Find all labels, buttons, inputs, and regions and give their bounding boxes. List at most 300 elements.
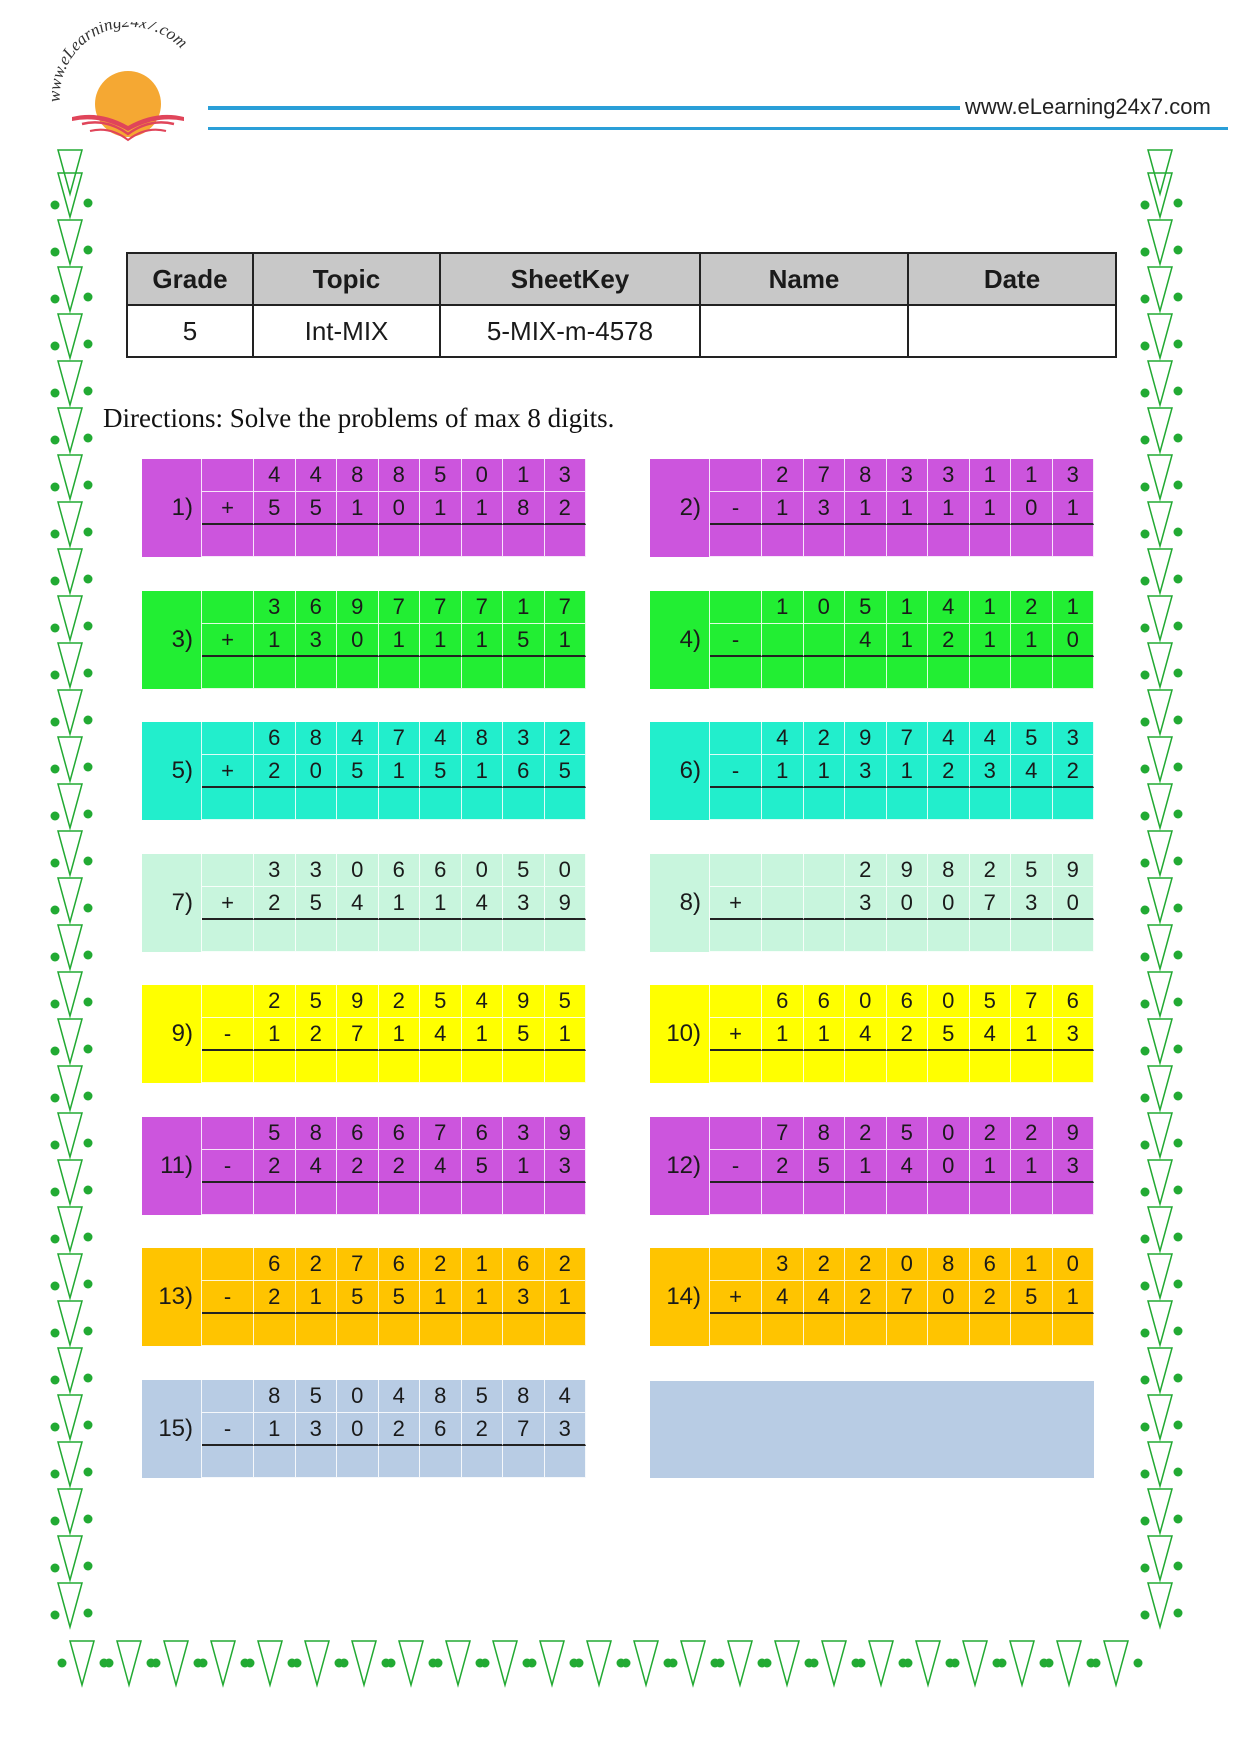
- answer-cell[interactable]: [710, 920, 762, 952]
- border-dot: [810, 1659, 819, 1668]
- answer-cell[interactable]: [762, 525, 804, 557]
- border-triangle: [117, 1641, 141, 1685]
- top-digit: 6: [296, 591, 338, 624]
- answer-cell[interactable]: [420, 1051, 462, 1083]
- top-digit: 2: [970, 1117, 1012, 1150]
- answer-cell[interactable]: [503, 788, 545, 820]
- top-digit: 1: [970, 591, 1012, 624]
- answer-cell[interactable]: [545, 788, 587, 820]
- bottom-digit: 2: [337, 1150, 379, 1183]
- answer-cell[interactable]: [845, 920, 887, 952]
- answer-cell[interactable]: [970, 657, 1012, 689]
- answer-cell[interactable]: [254, 1446, 296, 1478]
- border-triangle: [58, 314, 82, 358]
- border-dot: [1141, 718, 1150, 727]
- border-dot: [1174, 1374, 1183, 1383]
- border-dot: [84, 1562, 93, 1571]
- border-dot: [382, 1659, 391, 1668]
- answer-cell[interactable]: [970, 1183, 1012, 1215]
- border-triangle: [258, 1641, 282, 1685]
- border-dot: [84, 340, 93, 349]
- blank-cell: [202, 591, 254, 624]
- answer-cell[interactable]: [845, 525, 887, 557]
- answer-cell[interactable]: [254, 657, 296, 689]
- answer-cell[interactable]: [254, 1183, 296, 1215]
- border-dot: [84, 1045, 93, 1054]
- top-digit: 5: [1011, 854, 1053, 887]
- answer-cell[interactable]: [337, 788, 379, 820]
- bottom-digit: 1: [296, 1281, 338, 1314]
- answer-cell[interactable]: [710, 525, 762, 557]
- problem-block: [142, 722, 586, 820]
- border-triangle: [728, 1641, 752, 1685]
- border-triangle: [1148, 1113, 1172, 1157]
- top-digit: 6: [804, 985, 846, 1018]
- top-digit: 1: [762, 591, 804, 624]
- blank-cell: [710, 1117, 762, 1150]
- border-triangle: [58, 502, 82, 546]
- answer-cell[interactable]: [804, 920, 846, 952]
- border-dot: [84, 998, 93, 1007]
- border-dot: [84, 1092, 93, 1101]
- answer-cell[interactable]: [970, 1051, 1012, 1083]
- top-digit: 3: [762, 1248, 804, 1281]
- border-dot: [84, 1421, 93, 1430]
- answer-cell[interactable]: [202, 657, 254, 689]
- bottom-digit: 1: [545, 1281, 587, 1314]
- answer-cell[interactable]: [928, 1314, 970, 1346]
- top-digit: 1: [503, 459, 545, 492]
- border-triangle: [58, 1395, 82, 1439]
- answer-cell[interactable]: [296, 1051, 338, 1083]
- border-dot: [84, 716, 93, 725]
- answer-cell[interactable]: [379, 1183, 421, 1215]
- answer-cell[interactable]: [337, 920, 379, 952]
- answer-cell[interactable]: [337, 1183, 379, 1215]
- answer-cell[interactable]: [337, 1446, 379, 1478]
- answer-cell[interactable]: [462, 657, 504, 689]
- bottom-digit: 9: [545, 887, 587, 920]
- answer-cell[interactable]: [928, 657, 970, 689]
- border-dot: [1141, 295, 1150, 304]
- bottom-digit: 1: [1053, 1281, 1095, 1314]
- answer-cell[interactable]: [970, 525, 1012, 557]
- border-dot: [1141, 1517, 1150, 1526]
- answer-cell[interactable]: [254, 1051, 296, 1083]
- answer-cell[interactable]: [970, 1314, 1012, 1346]
- answer-cell[interactable]: [804, 1314, 846, 1346]
- answer-cell[interactable]: [202, 788, 254, 820]
- border-dot: [84, 763, 93, 772]
- name-field[interactable]: [700, 305, 908, 357]
- answer-cell[interactable]: [545, 1051, 587, 1083]
- answer-cell[interactable]: [845, 1183, 887, 1215]
- answer-cell[interactable]: [928, 1051, 970, 1083]
- answer-cell[interactable]: [887, 788, 929, 820]
- border-dot: [1141, 812, 1150, 821]
- problem-number: 6): [650, 722, 710, 820]
- bottom-digit: 2: [296, 1018, 338, 1051]
- border-triangle: [1148, 1066, 1172, 1110]
- top-digit: 7: [545, 591, 587, 624]
- answer-cell[interactable]: [379, 525, 421, 557]
- border-dot: [51, 577, 60, 586]
- border-triangle: [1148, 408, 1172, 452]
- answer-cell[interactable]: [887, 1183, 929, 1215]
- border-dot: [434, 1659, 443, 1668]
- border-dot: [51, 906, 60, 915]
- answer-cell[interactable]: [420, 1314, 462, 1346]
- answer-cell[interactable]: [420, 920, 462, 952]
- border-triangle: [1148, 502, 1172, 546]
- bottom-digit: 4: [1011, 755, 1053, 788]
- border-dot: [51, 671, 60, 680]
- border-dot: [51, 812, 60, 821]
- answer-cell[interactable]: [462, 1446, 504, 1478]
- border-dot: [51, 389, 60, 398]
- answer-cell[interactable]: [1011, 1314, 1053, 1346]
- top-digit: 9: [503, 985, 545, 1018]
- blank-cell: [202, 985, 254, 1018]
- answer-cell[interactable]: [462, 1051, 504, 1083]
- bottom-digit: 5: [503, 624, 545, 657]
- answer-cell[interactable]: [928, 788, 970, 820]
- answer-cell[interactable]: [710, 1051, 762, 1083]
- operator-sign: +: [710, 1018, 762, 1051]
- border-triangle: [1148, 314, 1172, 358]
- top-digit: 4: [379, 1380, 421, 1413]
- border-triangle: [1148, 150, 1172, 194]
- border-triangle: [58, 1254, 82, 1298]
- answer-cell[interactable]: [254, 525, 296, 557]
- answer-cell[interactable]: [845, 788, 887, 820]
- border-dot: [51, 1517, 60, 1526]
- answer-cell[interactable]: [1053, 1051, 1095, 1083]
- top-digit: 5: [462, 1380, 504, 1413]
- answer-cell[interactable]: [1053, 1314, 1095, 1346]
- logo-text: www.eLearning x7.com: [44, 22, 192, 103]
- border-dot: [1141, 1611, 1150, 1620]
- border-triangle: [1148, 1207, 1172, 1251]
- top-digit: 0: [462, 854, 504, 887]
- answer-cell[interactable]: [545, 1446, 587, 1478]
- top-digit: 7: [462, 591, 504, 624]
- border-dot: [1141, 577, 1150, 586]
- answer-cell[interactable]: [503, 920, 545, 952]
- top-digit: 7: [379, 722, 421, 755]
- answer-cell[interactable]: [1011, 1183, 1053, 1215]
- answer-cell[interactable]: [804, 1183, 846, 1215]
- answer-cell[interactable]: [710, 1183, 762, 1215]
- answer-cell[interactable]: [379, 657, 421, 689]
- bottom-digit: 1: [462, 1018, 504, 1051]
- answer-cell[interactable]: [804, 657, 846, 689]
- answer-cell[interactable]: [337, 525, 379, 557]
- border-dot: [1174, 434, 1183, 443]
- answer-cell[interactable]: [710, 657, 762, 689]
- top-digit: 2: [970, 854, 1012, 887]
- bottom-digit: 5: [804, 1150, 846, 1183]
- answer-cell[interactable]: [379, 1051, 421, 1083]
- answer-cell[interactable]: [202, 1314, 254, 1346]
- answer-cell[interactable]: [420, 788, 462, 820]
- border-dot: [84, 1186, 93, 1195]
- top-digit: 5: [420, 985, 462, 1018]
- answer-cell[interactable]: [379, 1446, 421, 1478]
- answer-cell[interactable]: [928, 525, 970, 557]
- answer-cell[interactable]: [970, 788, 1012, 820]
- border-triangle: [916, 1641, 940, 1685]
- answer-cell[interactable]: [710, 788, 762, 820]
- answer-cell[interactable]: [1011, 525, 1053, 557]
- border-triangle: [305, 1641, 329, 1685]
- answer-cell[interactable]: [503, 1183, 545, 1215]
- answer-cell[interactable]: [379, 788, 421, 820]
- answer-cell[interactable]: [545, 525, 587, 557]
- bottom-digit: 3: [1053, 1018, 1095, 1051]
- border-dot: [1141, 671, 1150, 680]
- border-dot: [1092, 1659, 1101, 1668]
- answer-cell[interactable]: [296, 657, 338, 689]
- answer-cell[interactable]: [845, 1314, 887, 1346]
- operator-sign: +: [710, 1281, 762, 1314]
- answer-cell[interactable]: [296, 920, 338, 952]
- empty-problem-slot: [650, 1381, 1094, 1478]
- bottom-digit: 1: [379, 1018, 421, 1051]
- border-triangle: [58, 784, 82, 828]
- border-triangle: [399, 1641, 423, 1685]
- border-dot: [1174, 622, 1183, 631]
- answer-cell[interactable]: [503, 1314, 545, 1346]
- bottom-digit: 7: [970, 887, 1012, 920]
- answer-cell[interactable]: [762, 1183, 804, 1215]
- bottom-digit: 1: [928, 492, 970, 525]
- border-dot: [1174, 763, 1183, 772]
- answer-cell[interactable]: [296, 1183, 338, 1215]
- answer-cell[interactable]: [462, 920, 504, 952]
- problem-block: [650, 459, 1094, 557]
- border-dot: [241, 1659, 250, 1668]
- problem-block: [650, 854, 1094, 952]
- operator-sign: -: [710, 1150, 762, 1183]
- answer-cell[interactable]: [337, 1051, 379, 1083]
- answer-cell[interactable]: [762, 657, 804, 689]
- answer-cell[interactable]: [202, 920, 254, 952]
- bottom-digit: 1: [970, 492, 1012, 525]
- problem-block: [142, 985, 586, 1083]
- answer-cell[interactable]: [462, 525, 504, 557]
- bottom-digit: 0: [379, 492, 421, 525]
- top-digit: 4: [337, 722, 379, 755]
- answer-cell[interactable]: [503, 1051, 545, 1083]
- problem-number: 3): [142, 591, 202, 689]
- top-digit: 6: [420, 854, 462, 887]
- bottom-digit: 7: [337, 1018, 379, 1051]
- problem-block: [142, 591, 586, 689]
- bottom-digit: 1: [1011, 624, 1053, 657]
- answer-cell[interactable]: [1053, 788, 1095, 820]
- border-dot: [946, 1659, 955, 1668]
- bottom-digit: 1: [1011, 1150, 1053, 1183]
- answer-cell[interactable]: [1053, 657, 1095, 689]
- answer-cell[interactable]: [202, 1183, 254, 1215]
- top-digit: 2: [845, 1117, 887, 1150]
- top-digit: 5: [545, 985, 587, 1018]
- top-digit: 4: [420, 722, 462, 755]
- blank-cell: [202, 722, 254, 755]
- answer-cell[interactable]: [420, 1183, 462, 1215]
- answer-cell[interactable]: [296, 1314, 338, 1346]
- top-digit: 3: [887, 459, 929, 492]
- date-field[interactable]: [908, 305, 1116, 357]
- border-dot: [1174, 387, 1183, 396]
- problem-block: [650, 722, 1094, 820]
- bottom-digit: [762, 887, 804, 920]
- answer-cell[interactable]: [1011, 1051, 1053, 1083]
- border-triangle: [58, 220, 82, 264]
- answer-cell[interactable]: [254, 1314, 296, 1346]
- top-digit: 5: [296, 1380, 338, 1413]
- answer-cell[interactable]: [379, 1314, 421, 1346]
- border-dot: [1087, 1659, 1096, 1668]
- answer-cell[interactable]: [420, 525, 462, 557]
- border-dot: [1141, 436, 1150, 445]
- answer-cell[interactable]: [804, 1051, 846, 1083]
- top-digit: 1: [970, 459, 1012, 492]
- operator-sign: -: [710, 624, 762, 657]
- answer-cell[interactable]: [337, 657, 379, 689]
- answer-cell[interactable]: [804, 788, 846, 820]
- top-digit: 6: [462, 1117, 504, 1150]
- border-dot: [575, 1659, 584, 1668]
- answer-cell[interactable]: [202, 1051, 254, 1083]
- answer-cell[interactable]: [545, 657, 587, 689]
- blank-cell: [710, 459, 762, 492]
- answer-cell[interactable]: [970, 920, 1012, 952]
- answer-cell[interactable]: [804, 525, 846, 557]
- answer-cell[interactable]: [762, 920, 804, 952]
- answer-cell[interactable]: [928, 920, 970, 952]
- top-digit: 3: [254, 591, 296, 624]
- answer-cell[interactable]: [887, 657, 929, 689]
- answer-cell[interactable]: [845, 1051, 887, 1083]
- answer-cell[interactable]: [462, 1183, 504, 1215]
- bottom-digit: 1: [887, 492, 929, 525]
- border-dot: [51, 1376, 60, 1385]
- answer-cell[interactable]: [887, 920, 929, 952]
- border-triangle: [681, 1641, 705, 1685]
- top-digit: 3: [1053, 722, 1095, 755]
- answer-cell[interactable]: [462, 1314, 504, 1346]
- border-dot: [951, 1659, 960, 1668]
- answer-cell[interactable]: [254, 788, 296, 820]
- border-triangle: [58, 1348, 82, 1392]
- border-triangle: [58, 1442, 82, 1486]
- top-digit: 8: [254, 1380, 296, 1413]
- border-triangle: [1148, 1019, 1172, 1063]
- answer-cell[interactable]: [1053, 525, 1095, 557]
- answer-cell[interactable]: [545, 920, 587, 952]
- answer-cell[interactable]: [462, 788, 504, 820]
- answer-cell[interactable]: [296, 525, 338, 557]
- border-dot: [84, 1233, 93, 1242]
- border-dot: [84, 1468, 93, 1477]
- answer-cell[interactable]: [503, 1446, 545, 1478]
- answer-cell[interactable]: [420, 657, 462, 689]
- answer-cell[interactable]: [254, 920, 296, 952]
- problem-block: [650, 985, 1094, 1083]
- top-digit: 6: [379, 1248, 421, 1281]
- border-triangle: [58, 408, 82, 452]
- top-digit: 6: [1053, 985, 1095, 1018]
- answer-cell[interactable]: [1011, 788, 1053, 820]
- bottom-digit: 2: [254, 755, 296, 788]
- answer-cell[interactable]: [887, 525, 929, 557]
- bottom-digit: 1: [462, 492, 504, 525]
- answer-cell[interactable]: [503, 525, 545, 557]
- answer-cell[interactable]: [337, 1314, 379, 1346]
- answer-cell[interactable]: [887, 1314, 929, 1346]
- answer-cell[interactable]: [379, 920, 421, 952]
- bottom-digit: [804, 887, 846, 920]
- answer-cell[interactable]: [887, 1051, 929, 1083]
- top-digit: 8: [420, 1380, 462, 1413]
- border-dot: [84, 575, 93, 584]
- answer-cell[interactable]: [928, 1183, 970, 1215]
- info-table-header-row: [127, 253, 1116, 305]
- top-digit: 9: [337, 985, 379, 1018]
- answer-cell[interactable]: [1011, 657, 1053, 689]
- top-digit: 9: [845, 722, 887, 755]
- answer-cell[interactable]: [845, 657, 887, 689]
- answer-cell[interactable]: [202, 525, 254, 557]
- answer-cell[interactable]: [420, 1446, 462, 1478]
- answer-cell[interactable]: [762, 1314, 804, 1346]
- border-triangle: [1148, 267, 1172, 311]
- border-triangle: [58, 1301, 82, 1345]
- answer-cell[interactable]: [296, 788, 338, 820]
- answer-cell[interactable]: [762, 1051, 804, 1083]
- border-triangle: [869, 1641, 893, 1685]
- bottom-digit: 1: [254, 1413, 296, 1446]
- problem-number: 2): [650, 459, 710, 557]
- border-triangle: [70, 1641, 94, 1685]
- bottom-digit: [804, 624, 846, 657]
- answer-cell[interactable]: [296, 1446, 338, 1478]
- answer-cell[interactable]: [710, 1314, 762, 1346]
- problem-number: 15): [142, 1380, 202, 1478]
- border-triangle: [164, 1641, 188, 1685]
- answer-cell[interactable]: [545, 1314, 587, 1346]
- answer-cell[interactable]: [503, 657, 545, 689]
- answer-cell[interactable]: [762, 788, 804, 820]
- top-digit: 3: [254, 854, 296, 887]
- border-triangle: [1148, 831, 1172, 875]
- bottom-digit: 2: [762, 1150, 804, 1183]
- answer-cell[interactable]: [1053, 1183, 1095, 1215]
- bottom-digit: 1: [970, 624, 1012, 657]
- top-digit: 2: [296, 1248, 338, 1281]
- border-dot: [1174, 904, 1183, 913]
- border-triangle: [1010, 1641, 1034, 1685]
- answer-cell[interactable]: [202, 1446, 254, 1478]
- answer-cell[interactable]: [545, 1183, 587, 1215]
- answer-cell[interactable]: [1011, 920, 1053, 952]
- problem-number: 11): [142, 1117, 202, 1215]
- border-triangle: [58, 267, 82, 311]
- answer-cell[interactable]: [1053, 920, 1095, 952]
- operator-sign: +: [202, 755, 254, 788]
